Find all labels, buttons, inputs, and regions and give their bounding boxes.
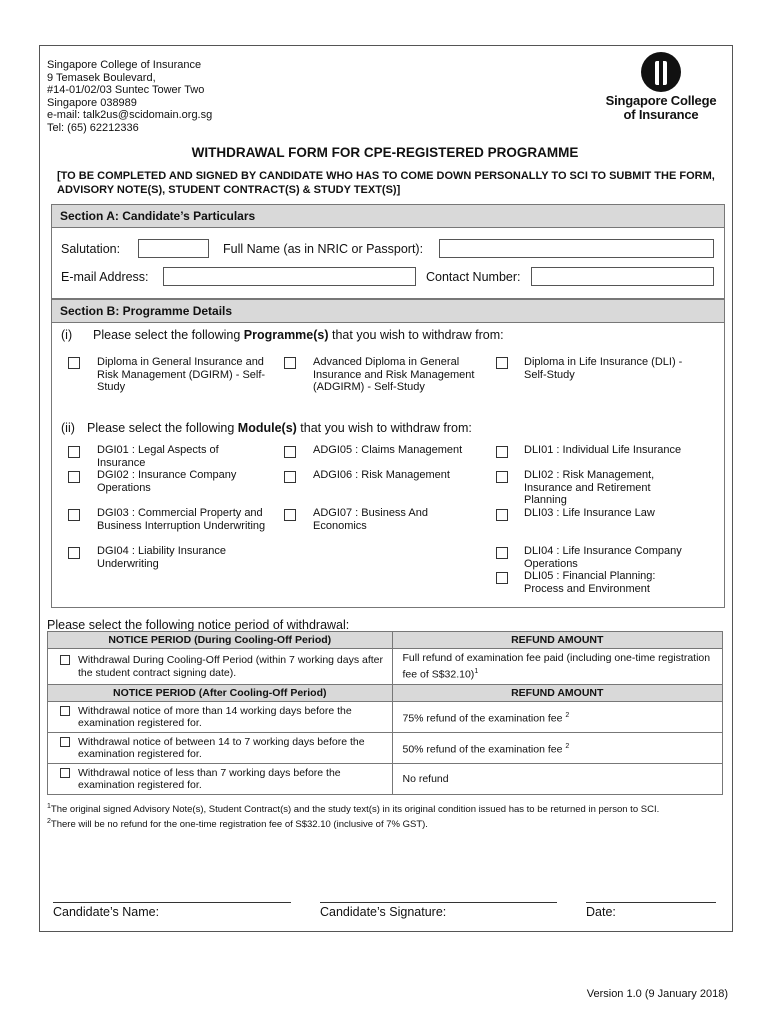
contact-label: Contact Number: [426,270,521,284]
module-dgi04-label: DGI04 : Liability Insurance Underwriting [97,545,227,570]
notice-header-cooling: NOTICE PERIOD (During Cooling-Off Period) [48,632,393,649]
question-1-text [93,328,504,342]
refund-cell [392,649,723,685]
candidate-signature-line[interactable] [320,902,557,903]
question-1-bold: Programme(s) [243,328,329,342]
module-dli05-label: DLI05 : Financial Planning: Process and Environment [524,570,656,595]
address-line: #14-01/02/03 Suntec Tower Two [47,84,205,97]
contact-field[interactable] [531,267,714,286]
question-2-bold: Module(s) [237,421,297,435]
module-adgi06-checkbox[interactable] [284,471,296,483]
logo-line: of Insurance [623,107,699,122]
module-dgi02-checkbox[interactable] [68,471,80,483]
table-header-row [48,632,723,649]
email-label: E-mail Address: [61,270,149,284]
college-address [47,59,212,135]
question-2-text [87,421,472,435]
footnote-2-text: There will be no refund for the one-time registration fee of S$32.10 (inclusive of 7% GST). [50,819,428,831]
refund-option-3-text: 50% refund of the examination fee [402,743,563,756]
notice-cell [48,649,393,685]
table-header-row [48,685,723,702]
notice-option-4-checkbox[interactable] [60,768,70,778]
table-row [48,764,723,795]
salutation-label: Salutation: [61,242,121,256]
notice-period-table [47,631,723,795]
college-logo [596,50,726,124]
notice-cell [48,702,393,733]
refund-option-1-text: Full refund of examination fee paid (including one-time registration fee of S$32.10) [402,651,711,681]
module-adgi06-label: ADGI06 : Risk Management [313,469,450,481]
form-title: WITHDRAWAL FORM FOR CPE-REGISTERED PROGRAMME [191,145,579,160]
date-label: Date: [586,905,616,919]
notice-option-3-checkbox[interactable] [60,737,70,747]
module-dgi03-checkbox[interactable] [68,509,80,521]
refund-header-cooling: REFUND AMOUNT [392,632,723,649]
refund-header-after: REFUND AMOUNT [392,685,723,702]
question-1-number: (i) [61,328,73,342]
table-row [48,702,723,733]
address-line: Singapore College of Insurance [47,59,202,71]
address-line: Singapore 038989 [47,96,137,109]
programme-adgirm-label: Advanced Diploma in General Insurance and Risk Management (ADGIRM) - Self-Study [313,356,475,394]
question-1-pre: Please select the following [93,328,244,342]
notice-cell [48,733,393,764]
notice-option-2-checkbox[interactable] [60,706,70,716]
programme-dgirm-label: Diploma in General Insurance and Risk Management (DGIRM) - Self-Study [97,356,266,394]
salutation-field[interactable] [138,239,209,258]
section-a-header: Section A: Candidate’s Particulars [51,204,725,228]
module-dgi02-label: DGI02 : Insurance Company Operations [97,469,237,494]
address-line: Tel: (65) 62212336 [47,121,139,134]
footnote-1 [47,803,659,815]
date-line[interactable] [586,902,716,903]
address-line: e-mail: talk2us@scidomain.org.sg [47,109,213,122]
candidate-name-line[interactable] [53,902,291,903]
candidate-signature-label: Candidate’s Signature: [320,905,447,919]
table-row [48,733,723,764]
footnote-mark: 1 [47,803,51,810]
version-label: Version 1.0 (9 January 2018) [586,988,728,1000]
module-dli03-label: DLI03 : Life Insurance Law [524,507,655,519]
notice-option-1-text: Withdrawal During Cooling-Off Period (within 7 working days after the student contract signing date). [78,654,384,679]
programme-dli-checkbox[interactable] [496,357,508,369]
question-2-number: (ii) [61,421,75,435]
module-adgi05-checkbox[interactable] [284,446,296,458]
notice-header-after: NOTICE PERIOD (After Cooling-Off Period) [48,685,393,702]
footnote-ref: 1 [474,667,479,675]
table-row [48,649,723,685]
question-1-post: that you wish to withdraw from: [328,328,504,342]
refund-option-2-text: 75% refund of the examination fee [402,712,563,725]
footnote-2 [47,818,428,830]
module-dgi01-checkbox[interactable] [68,446,80,458]
refund-cell [392,702,723,733]
programme-adgirm-checkbox[interactable] [284,357,296,369]
module-dli02-checkbox[interactable] [496,471,508,483]
refund-cell [392,764,723,795]
module-dli04-checkbox[interactable] [496,547,508,559]
module-adgi07-checkbox[interactable] [284,509,296,521]
footnote-1-text: The original signed Advisory Note(s), Student Contract(s) and the study text(s) in its original condition issued has to be returned in person to SCI. [50,804,660,816]
module-dli01-label: DLI01 : Individual Life Insurance [524,444,682,456]
notice-option-3-text: Withdrawal notice of between 14 to 7 working days before the examination registered for. [78,735,365,760]
module-dli02-label: DLI02 : Risk Management, Insurance and Retirement Planning [524,469,655,507]
module-adgi07-label: ADGI07 : Business And Economics [313,507,428,532]
candidate-name-label: Candidate’s Name: [53,905,160,919]
programme-dli-label: Diploma in Life Insurance (DLI) - Self-Study [524,356,683,381]
module-adgi05-label: ADGI05 : Claims Management [313,444,463,456]
footnote-ref: 2 [565,742,570,750]
footnote-ref: 2 [565,711,570,719]
question-2-pre: Please select the following [87,421,238,435]
programme-dgirm-checkbox[interactable] [68,357,80,369]
address-line: 9 Temasek Boulevard, [47,71,156,84]
notice-option-2-text: Withdrawal notice of more than 14 working days before the examination registered for. [78,704,352,729]
module-dgi04-checkbox[interactable] [68,547,80,559]
notice-option-4-text: Withdrawal notice of less than 7 working days before the examination registered for. [78,766,341,791]
logo-text [596,94,726,122]
fullname-field[interactable] [439,239,714,258]
section-a-box [51,227,725,299]
module-dgi03-label: DGI03 : Commercial Property and Business Interruption Underwriting [97,507,266,532]
fullname-label: Full Name (as in NRIC or Passport): [223,242,424,256]
section-b-header: Section B: Programme Details [51,299,725,323]
question-2-post: that you wish to withdraw from: [296,421,472,435]
notice-option-1-checkbox[interactable] [60,655,70,665]
college-logo-icon [596,50,726,94]
module-dli04-label: DLI04 : Life Insurance Company Operations [524,545,682,570]
footnote-mark: 2 [47,818,51,825]
refund-option-4-text: No refund [402,772,449,785]
module-dgi01-label: DGI01 : Legal Aspects of Insurance [97,444,219,469]
module-dli01-checkbox[interactable] [496,446,508,458]
refund-cell [392,733,723,764]
form-instructions: [TO BE COMPLETED AND SIGNED BY CANDIDATE WHO HAS TO COME DOWN PERSONALLY TO SCI TO SUBMIT THE FORM, ADVISORY NOTE(S), STUDENT CONTRACT(S) & STUDY TEXT(S)] [57,170,715,196]
module-dli05-checkbox[interactable] [496,572,508,584]
notice-intro: Please select the following notice period of withdrawal: [47,618,350,632]
notice-cell [48,764,393,795]
module-dli03-checkbox[interactable] [496,509,508,521]
email-field[interactable] [163,267,416,286]
logo-line: Singapore College [605,93,717,108]
